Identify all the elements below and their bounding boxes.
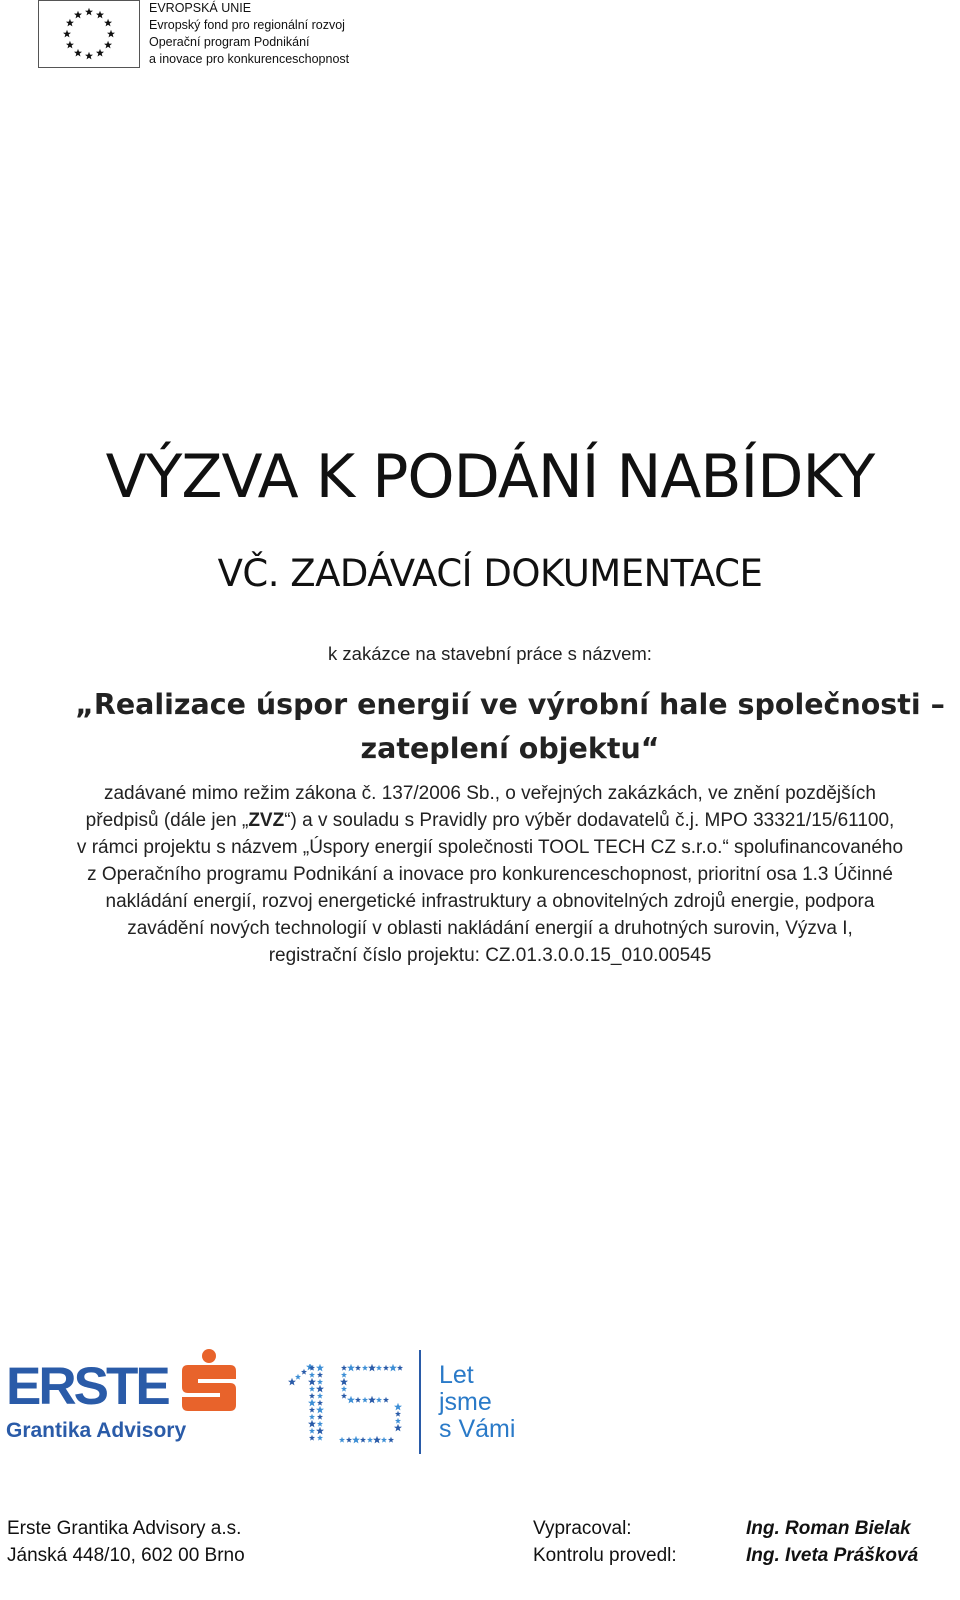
eu-header-text <box>149 0 349 68</box>
eu-header <box>38 0 349 72</box>
anniversary-logo <box>282 1350 532 1458</box>
company-name: Erste Grantika Advisory a.s. <box>7 1518 242 1539</box>
project-name-line: „Realizace úspor energií ve výrobní hale společnosti – <box>75 688 945 721</box>
erste-s-icon <box>182 1349 236 1416</box>
footer-company <box>7 1515 245 1569</box>
role-checked-label: Kontrolu provedl: <box>533 1545 677 1566</box>
company-address: Jánská 448/10, 602 00 Brno <box>7 1545 245 1566</box>
description-text: předpisů (dále jen „ <box>85 810 249 831</box>
erste-wordmark: ERSTE <box>6 1357 168 1416</box>
description-line: v rámci projektu s názvem „Úspory energií společnosti TOOL TECH CZ s.r.o.“ spolufinancovaného <box>76 837 904 858</box>
footer-people <box>746 1515 918 1569</box>
description-line: zadávané mimo režim zákona č. 137/2006 Sb., o veřejných zakázkách, ve znění pozdějších <box>103 783 877 804</box>
anniversary-divider <box>419 1350 421 1454</box>
document-subtitle: VČ. ZADÁVACÍ DOKUMENTACE <box>217 552 763 595</box>
erste-subtitle: Grantika Advisory <box>6 1419 187 1442</box>
description-line <box>0 807 960 834</box>
eu-header-line: Evropský fond pro regionální rozvoj <box>149 18 345 32</box>
document-title: VÝZVA K PODÁNÍ NABÍDKY <box>105 442 875 512</box>
footer <box>0 1515 960 1575</box>
anniversary-line: s Vámi <box>439 1415 516 1443</box>
footer-roles <box>533 1515 677 1569</box>
person-checked: Ing. Iveta Prášková <box>746 1545 919 1566</box>
description-line: nakládání energií, rozvoj energetické infrastruktury a obnovitelných zdrojů energie, podpora <box>105 891 875 912</box>
erste-grantika-logo <box>6 1349 236 1449</box>
anniversary-line: jsme <box>439 1388 492 1416</box>
role-prepared-label: Vypracoval: <box>533 1518 632 1539</box>
description-paragraph <box>0 780 960 969</box>
project-name-line: zateplení objektu“ <box>360 732 660 765</box>
description-line: zavádění nových technologií v oblasti nakládání energií a druhotných surovin, Výzva I, <box>127 918 853 939</box>
description-line: registrační číslo projektu: CZ.01.3.0.0.15_010.00545 <box>268 945 712 966</box>
person-prepared: Ing. Roman Bielak <box>746 1518 911 1539</box>
zvz-abbreviation: ZVZ <box>248 810 285 831</box>
project-name <box>0 683 960 771</box>
eu-stars-icon <box>38 0 140 68</box>
fifteen-stars-icon <box>282 1364 407 1451</box>
eu-header-line: EVROPSKÁ UNIE <box>149 1 252 15</box>
eu-header-line: a inovace pro konkurenceschopnost <box>149 52 350 66</box>
eu-header-line: Operační program Podnikání <box>149 35 310 49</box>
anniversary-text <box>439 1362 515 1443</box>
anniversary-line: Let <box>439 1361 474 1389</box>
description-line: z Operačního programu Podnikání a inovace pro konkurenceschopnost, prioritní osa 1.3 Účinné <box>87 864 893 885</box>
intro-text: k zakázce na stavební práce s názvem: <box>328 643 652 664</box>
description-text: “) a v souladu s Pravidly pro výběr dodavatelů č.j. MPO 33321/15/61100, <box>284 810 895 831</box>
